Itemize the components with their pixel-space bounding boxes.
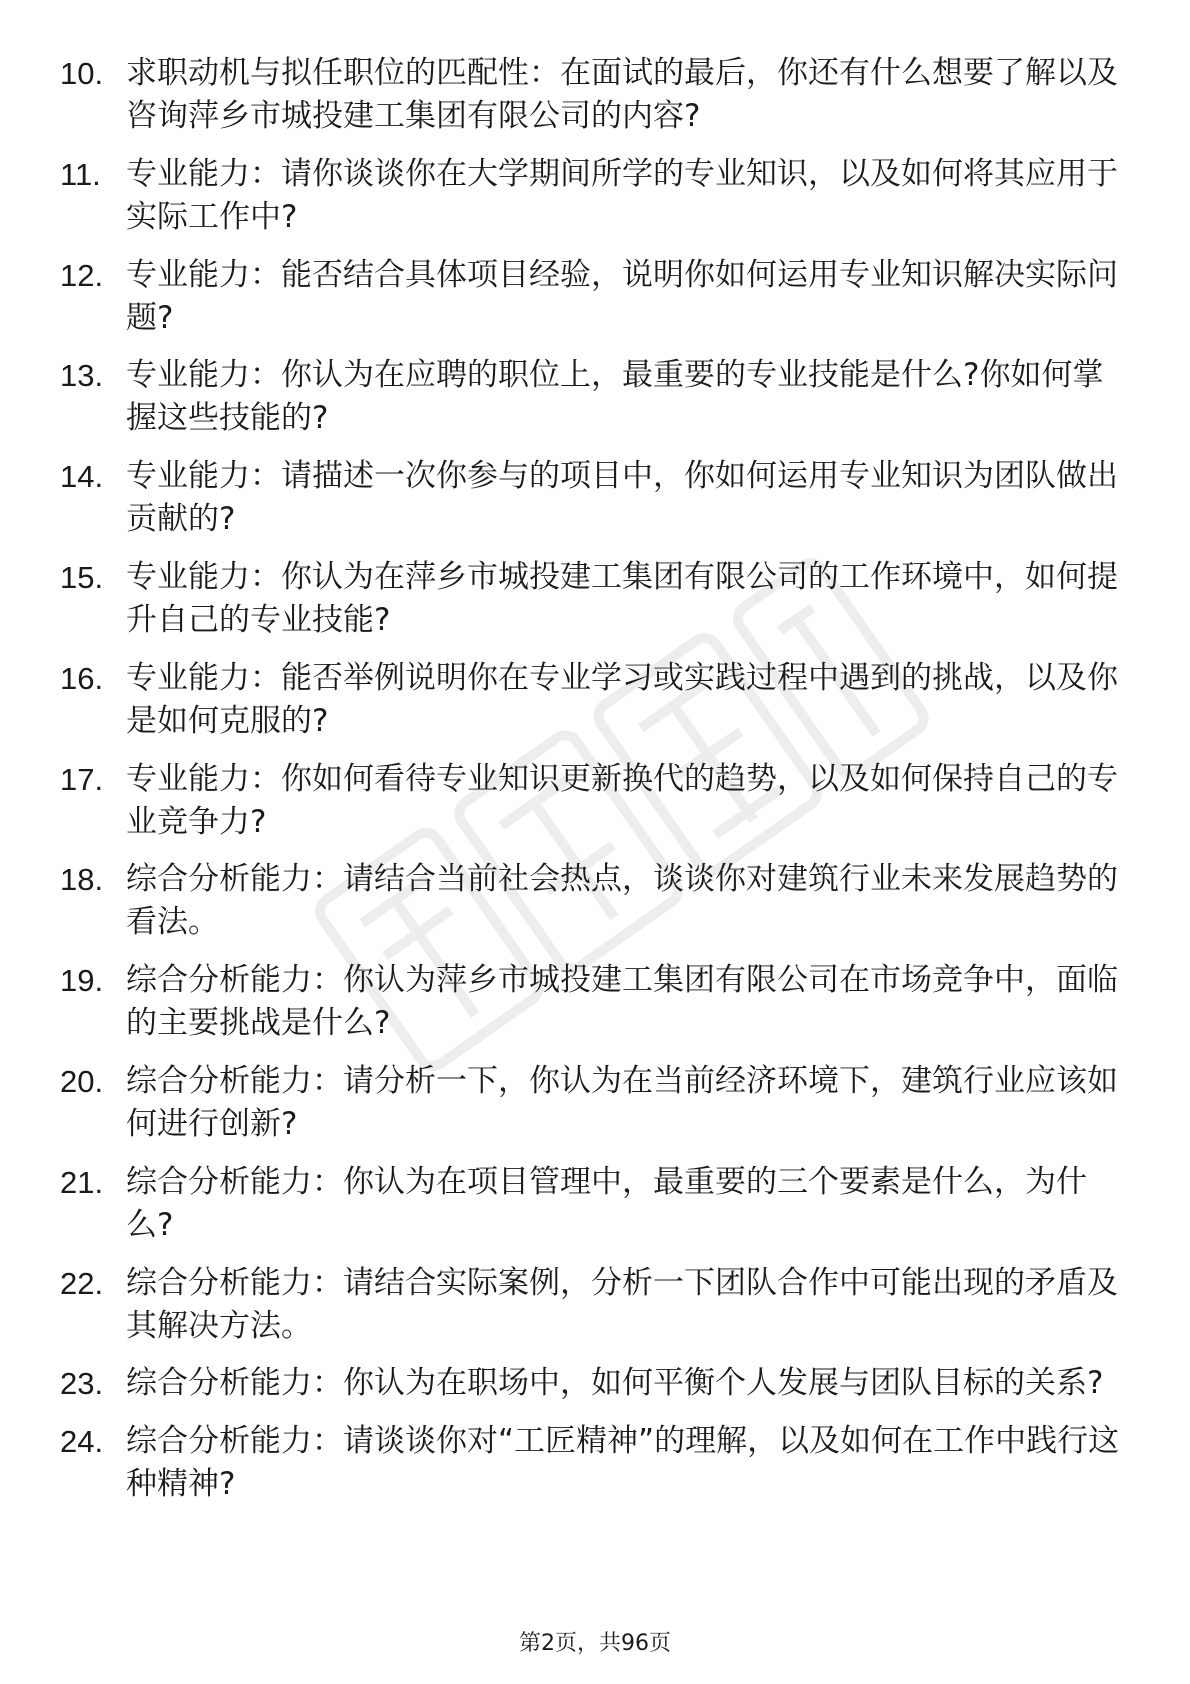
page-number-footer: 第2页，共96页 [519,1631,671,1656]
question-text: 专业能力：能否举例说明你在专业学习或实践过程中遇到的挑战，以及你是如何克服的? [126,659,1118,739]
question-number: 23. [60,1366,104,1402]
question-item [60,1161,1120,1247]
question-number: 18. [60,862,104,898]
question-number: 19. [60,963,104,999]
question-text: 综合分析能力：请谈谈你对“工匠精神”的理解，以及如何在工作中践行这种精神? [126,1423,1120,1503]
question-item [60,254,1120,340]
question-text: 专业能力：请你谈谈你在大学期间所学的专业知识，以及如何将其应用于实际工作中? [126,155,1118,235]
question-number: 10. [60,56,104,91]
question-number: 12. [60,257,104,293]
question-text: 综合分析能力：你认为在项目管理中，最重要的三个要素是什么，为什么? [126,1163,1087,1243]
question-text: 专业能力：请描述一次你参与的项目中，你如何运用专业知识为团队做出贡献的? [126,458,1118,538]
question-text: 综合分析能力：请结合当前社会热点，谈谈你对建筑行业未来发展趋势的看法。 [126,861,1118,941]
question-item [60,455,1120,541]
question-item [60,758,1120,844]
question-text: 专业能力：你认为在萍乡市城投建工集团有限公司的工作环境中，如何提升自己的专业技能? [126,558,1118,638]
question-text: 专业能力：能否结合具体项目经验，说明你如何运用专业知识解决实际问题? [126,256,1118,336]
question-item [60,1262,1120,1348]
question-item [60,1420,1120,1506]
question-number: 22. [60,1265,104,1301]
question-item [60,52,1120,138]
question-item [60,1060,1120,1146]
question-item [60,153,1120,239]
question-number: 14. [60,459,104,495]
question-number: 17. [60,761,104,797]
question-text: 综合分析能力：请分析一下，你认为在当前经济环境下，建筑行业应该如何进行创新? [126,1062,1118,1142]
question-number: 15. [60,559,104,595]
question-item [60,354,1120,440]
question-text: 专业能力：你认为在应聘的职位上，最重要的专业技能是什么?你如何掌握这些技能的? [126,357,1104,437]
question-number: 24. [60,1424,104,1460]
question-text: 求职动机与拟任职位的匹配性：在面试的最后，你还有什么想要了解以及咨询萍乡市城投建工集团有限公司的内容? [126,55,1118,134]
question-item [60,1362,1120,1405]
question-item [60,858,1120,944]
question-number: 21. [60,1164,104,1200]
question-number: 16. [60,660,104,696]
question-text: 综合分析能力：你认为萍乡市城投建工集团有限公司在市场竞争中，面临的主要挑战是什么? [126,962,1118,1042]
question-text: 综合分析能力：请结合实际案例，分析一下团队合作中可能出现的矛盾及其解决方法。 [126,1264,1118,1344]
question-item [60,959,1120,1045]
question-text: 专业能力：你如何看待专业知识更新换代的趋势，以及如何保持自己的专业竞争力? [126,760,1118,840]
question-number: 11. [60,156,101,192]
question-number: 20. [60,1063,104,1099]
question-number: 13. [60,358,104,394]
question-list [60,52,1120,1521]
question-item [60,657,1120,743]
question-text: 综合分析能力：你认为在职场中，如何平衡个人发展与团队目标的关系? [126,1365,1104,1402]
question-item [60,556,1120,642]
